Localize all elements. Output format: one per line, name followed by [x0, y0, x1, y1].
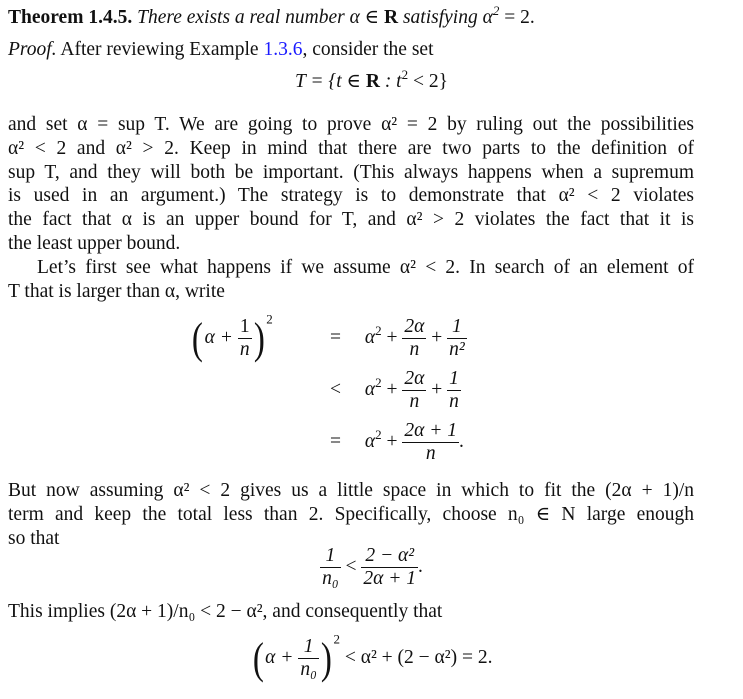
text-line: and set α = sup T. We are going to prove α² = 2 by ruling out the possibilities	[8, 114, 694, 135]
text-line: T that is larger than α, write	[8, 281, 225, 302]
example-reference-link[interactable]: 1.3.6	[263, 39, 303, 60]
text-line: But now assuming α² < 2 gives us a little space in which to fit the (2α + 1)/n	[8, 480, 694, 501]
frac-1-over-n0: $\frac{1}{\text{n₀}}$	[322, 545, 339, 589]
theorem-text: There exists a real number α ∈ R satisfying $\alpha^2 = 2$.	[137, 3, 535, 28]
proof-label: Proof.	[8, 39, 57, 60]
text-line: term and keep the total less than 2. Specifically, choose n₀ ∈ N large enough	[8, 504, 694, 525]
text-line: α² < 2 and α² > 2. Keep in mind that there are two parts to the definition of	[8, 138, 694, 159]
paragraph-implies: This implies (2α + 1)/n₀ < 2 − α², and consequently that	[8, 601, 443, 622]
text-line: is used in an argument.) The strategy is to demonstrate that α² < 2 violates	[8, 185, 694, 206]
text-line: the fact that α is an upper bound for T, and α² > 2 violates the fact that it is	[8, 209, 694, 230]
proof-intro: Proof. After reviewing Example 1.3.6, consider the set	[8, 39, 434, 60]
eq-row-3: = $\alpha^2$ + $\frac{2\alpha + 1}{n}$ .	[330, 420, 464, 464]
eq-row-1: = $\alpha^2$ + $\frac{2\alpha}{n}$ + $\frac{1}{\text{n²}}$	[330, 316, 465, 360]
text-line: Let’s first see what happens if we assume α² < 2. In search of an element of	[37, 257, 694, 278]
inequality-n0: $\frac{1}{\text{n₀}}$ < $\frac{\text{2 − α²}}{2\alpha + 1}$ .	[322, 545, 423, 589]
text-line: sup T, and they will both be important. (This always happens when a supremum	[8, 162, 694, 183]
eq-row-2: < $\alpha^2$ + $\frac{2\alpha}{n}$ + $\frac{1}{n}$	[330, 368, 459, 412]
theorem-statement	[8, 3, 535, 30]
set-definition: T = {t ∈ R : $t^2 < 2$}	[295, 67, 448, 92]
text-line: so that	[8, 528, 60, 549]
text-line: the least upper bound.	[8, 233, 181, 254]
theorem-label: Theorem 1.4.5.	[8, 7, 133, 28]
eq-lhs: (α + $\frac{1}{n}$ ) $^2$	[191, 311, 273, 363]
frac-2-minus-alpha2: $\frac{\text{2 − α²}}{2\alpha + 1}$	[363, 545, 417, 589]
inequality-conclusion: (α + $\frac{1}{\text{n₀}}$ ) $^2$ < α² + (2 − α²) = 2.	[252, 631, 493, 683]
equation-array	[0, 308, 743, 478]
